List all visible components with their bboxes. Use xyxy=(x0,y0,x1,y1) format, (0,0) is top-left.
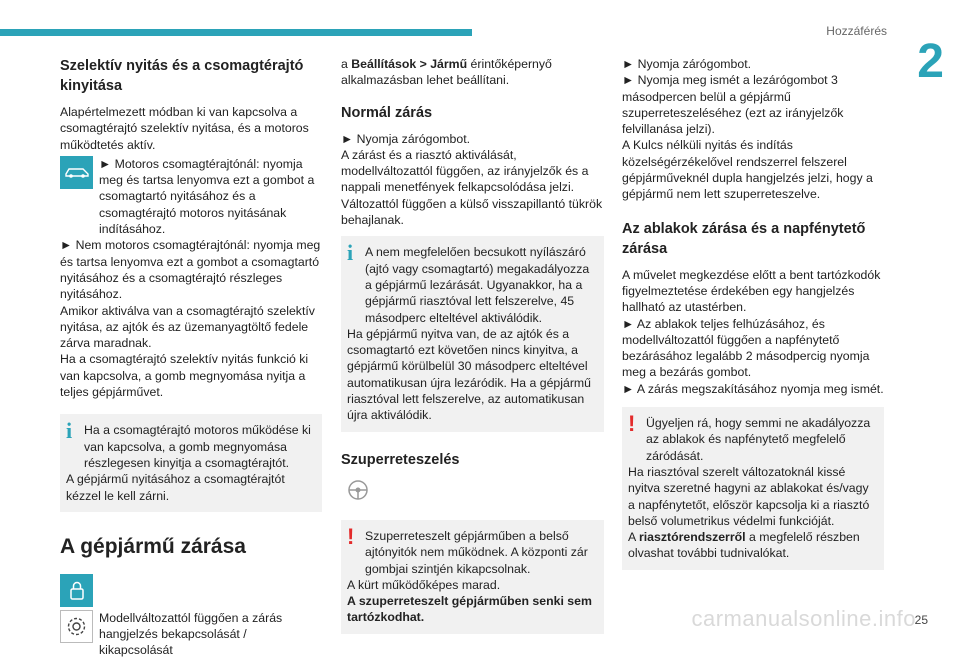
info-text: A nem megfelelően becsukott nyílászáró (ajtó vagy csomagtartó) megakadályozza a gépjármű lezárását. Ugyanakkor, ha a gépjármű riasztóval lett felszerelve, 45 másodperc elteltével aktiválódik. xyxy=(365,245,590,325)
header-bar xyxy=(0,29,472,36)
paragraph: A zárást és a riasztó aktiválását, modellváltozattól függően, az irányjelzők és a nappali menetfények felkapcsolódása jelzi. xyxy=(341,147,589,195)
gear-icon xyxy=(60,610,93,643)
paragraph: ► Az ablakok teljes felhúzásához, és modellváltozattól függően a napfénytető bezárásához legalább 2 másodpercig nyomja meg a bezárás gombot. xyxy=(622,316,870,380)
text: a xyxy=(341,57,352,71)
paragraph: Alapértelmezett módban ki van kapcsolva a csomagtérajtó szelektív nyitása, és a motoros működtetés aktív. xyxy=(60,105,309,152)
car-key-icon xyxy=(60,156,93,189)
info-text: Ha a csomagtérajtó motoros működése ki van kapcsolva, a gomb megnyomása részlegesen kinyitja a csomagtérajtót. xyxy=(84,423,311,470)
warning-text: Ügyeljen rá, hogy semmi ne akadályozza az ablakok és napfénytető megfelelő záródását. xyxy=(646,416,871,463)
warning-text: Ha riasztóval szerelt változatoknál kissé nyitva szeretné hagyni az ablakokat és/vagy a napfénytetőt, először kapcsolja ki a riasztó belső volumetrikus védelmi funkcióját. xyxy=(628,464,870,528)
warning-text: A kürt működőképes marad. xyxy=(347,577,501,592)
warning-text xyxy=(628,529,876,562)
paragraph: Ha a csomagtérajtó szelektív nyitás funkció ki van kapcsolva, a gomb megnyomása nyitja a teljes gépjárművet. xyxy=(60,352,309,400)
paragraph: ► Nyomja zárógombot. xyxy=(341,131,471,146)
info-text: Ha gépjármű nyitva van, de az ajtók és a csomagtartó ezt követően nincs kinyitva, a gépjármű körülbelül 30 másodperc elteltével automatikusan újra lezáródik. Ha a gépjármű riasztóval lett felszerelve, az automatikusan újra aktiválódik. xyxy=(347,326,592,423)
paragraph: ► Nem motoros csomagtérajtónál: nyomja meg és tartsa lenyomva ezt a gombot a csomagtartó nyitásához és a csomagtérajtó részleges nyitásához. xyxy=(60,238,321,302)
paragraph: Változattól függően a külső visszapillantó tükrök behajlanak. xyxy=(341,196,603,228)
settings-row xyxy=(60,610,322,659)
warning-icon: ! xyxy=(347,523,355,549)
paragraph: Modellváltozattól függően a zárás hangjelzés bekapcsolását / kikapcsolását xyxy=(99,610,283,658)
warning-box xyxy=(341,520,604,634)
warning-icon: ! xyxy=(628,411,636,437)
info-box xyxy=(60,414,322,511)
paragraph: ► Motoros csomagtérajtónál: nyomja meg és tartsa lenyomva ezt a gombot a csomagtartó nyitásához és a csomagtérajtó motoros nyitásának indításához. xyxy=(99,156,315,237)
text: érintőképernyő alkalmazásban lehet beállítani. xyxy=(341,57,552,88)
info-icon: i xyxy=(347,240,354,266)
heading-windows-closing: Az ablakok zárása és a napfénytető zárása xyxy=(622,220,866,257)
column-1 xyxy=(60,56,322,659)
chapter-number: 2 xyxy=(917,35,944,88)
info-box xyxy=(341,236,604,431)
heading-deadlocking: Szuperreteszelés xyxy=(341,451,460,468)
heading-normal-lock: Normál zárás xyxy=(341,104,433,121)
column-2 xyxy=(341,56,604,634)
page-number: 25 xyxy=(914,613,928,627)
key-icon-row xyxy=(60,156,322,237)
lock-icon xyxy=(60,574,93,607)
info-icon: i xyxy=(66,418,73,444)
warning-text: A szuperreteszelt gépjárműben senki sem tartózkodhat. xyxy=(347,594,592,625)
heading-locking: A gépjármű zárása xyxy=(60,534,246,558)
paragraph: ► A zárás megszakításához nyomja meg ismét. xyxy=(622,381,884,396)
watermark: carmanualsonline.info xyxy=(691,606,916,631)
warning-text: Szuperreteszelt gépjárműben a belső ajtónyitók nem működnek. A központi zár gombjai szintjén kikapcsolnak. xyxy=(365,528,588,576)
section-name: Hozzáférés xyxy=(826,24,887,38)
warning-box xyxy=(622,407,884,570)
info-text: A gépjármű nyitásához a csomagtérajtót kézzel le kell zárni. xyxy=(66,472,285,503)
paragraph: A Kulcs nélküli nyitás és indítás közelségérzékelővel rendszerrel felszerel gépjárműveknél dupla hangjelzés jelzi, hogy a gépjármű nem lett szuperreteszelve. xyxy=(622,138,873,202)
text: A xyxy=(628,530,639,545)
steering-wheel-icon xyxy=(341,478,604,508)
paragraph xyxy=(341,56,604,89)
paragraph: Amikor aktiválva van a csomagtérajtó szelektív nyitása, az ajtók és az üzemanyagtöltő fedele zárva maradnak. xyxy=(60,303,315,351)
heading-selective-opening: Szelektív nyitás és a csomagtérajtó kinyitása xyxy=(60,58,304,94)
paragraph: A művelet megkezdése előtt a bent tartózkodók figyelmeztetése érdekében egy hangjelzés hallható az utastérben. xyxy=(622,267,881,315)
menu-path: Beállítások > Jármű xyxy=(351,57,468,71)
reference: riasztórendszerről xyxy=(638,530,746,545)
paragraph: ► Nyomja meg ismét a lezárógombot 3 másodpercen belül a gépjármű szuperreteszeléséhez (ezt az irányjelzők felvillanása jelzi). xyxy=(622,73,844,137)
column-3 xyxy=(622,56,884,570)
text: a megfelelő részben olvashat további tudnivalókat. xyxy=(628,530,860,561)
paragraph: ► Nyomja zárógombot. xyxy=(622,57,752,71)
